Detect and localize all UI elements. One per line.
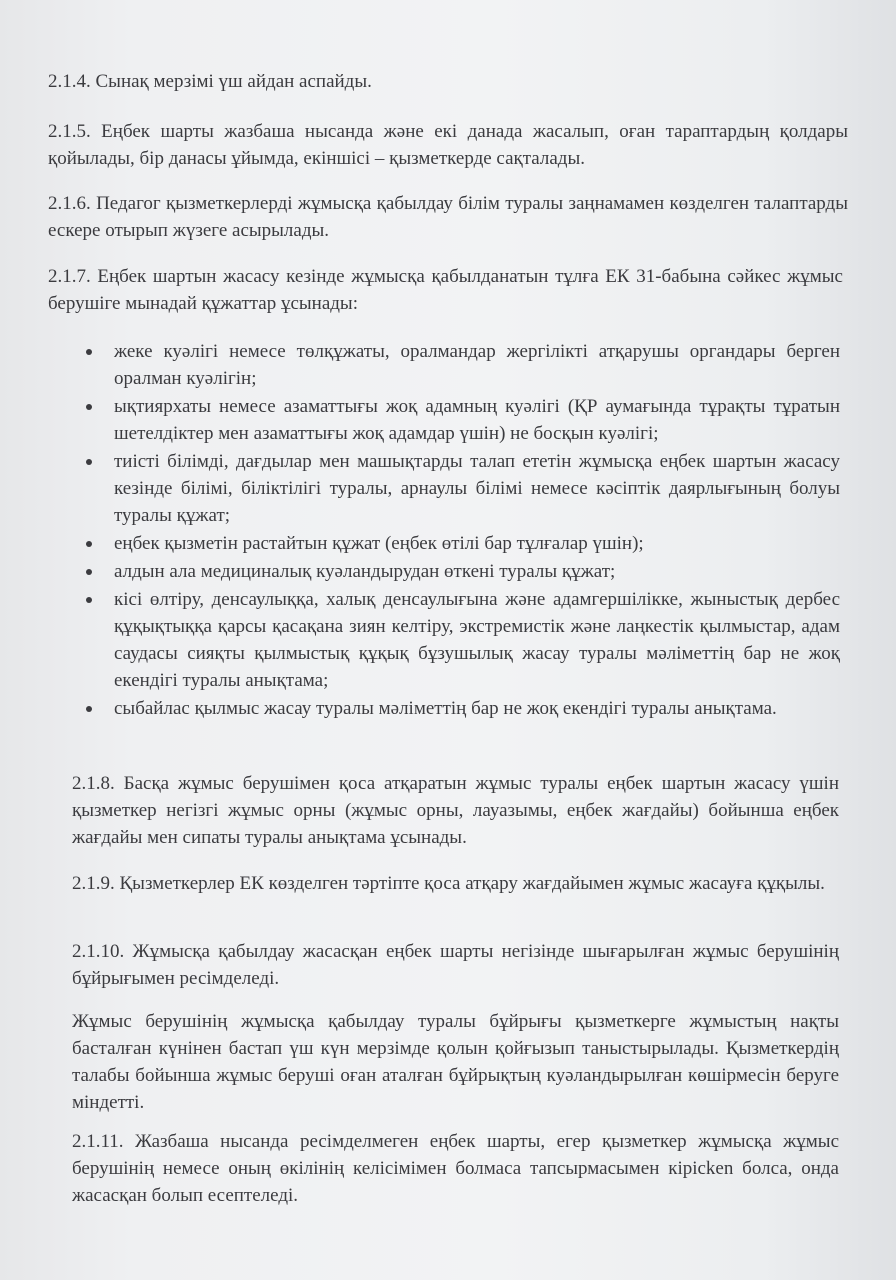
bullet-icon bbox=[86, 706, 92, 712]
bullet-icon bbox=[86, 404, 92, 410]
bullet-icon bbox=[86, 459, 92, 465]
list-item: кісі өлтіру, денсаулыққа, халық денсаулығына және адамгершілікке, жыныстық дербес құқықтыққа қарсы қасақана зиян келтіру, экстремистік және лаңкестік қылмыстар, адам саудасы сияқты қылмыстық құқық бұзушылық жасау туралы мәліметтің бар не жоқ екендігі туралы анықтама; bbox=[86, 586, 840, 694]
paragraph-2-1-5: 2.1.5. Еңбек шарты жазбаша нысанда және екі данада жасалып, оған тараптардың қолдары қойылады, бір данасы ұйымда, екіншісі – қызметкерде сақталады. bbox=[48, 121, 848, 169]
bullet-icon bbox=[86, 541, 92, 547]
paragraph-2-1-11: 2.1.11. Жазбаша нысанда ресімделмеген еңбек шарты, егер қызметкер жұмысқа жұмыс берушінің немесе оның өкілінің келісімімен болмаса тапсырмасымен кірісken болса, онда жасасқан болып есептеледі. bbox=[72, 1131, 839, 1206]
paragraph-2-1-10-continued: Жұмыс берушінің жұмысқа қабылдау туралы бұйрығы қызметкерге жұмыстың нақты басталған күнінен бастап үш күн мерзімде қолын қойғызып таныстырылады. Қызметкердің талабы бойынша жұмыс беруші оған аталған бұйрықтың куәландырылған көшірмесін беруге міндетті. bbox=[72, 1011, 839, 1113]
required-documents-list bbox=[86, 338, 840, 723]
paragraph-2-1-7: 2.1.7. Еңбек шартын жасасу кезінде жұмысқа қабылданатын тұлға ЕК 31-бабына сәйкес жұмыс берушіге мынадай құжаттар ұсынады: bbox=[48, 266, 843, 314]
list-item: сыбайлас қылмыс жасау туралы мәліметтің бар не жоқ екендігі туралы анықтама. bbox=[86, 695, 840, 722]
list-item: алдын ала медициналық куәландырудан өткені туралы құжат; bbox=[86, 558, 840, 585]
bullet-icon bbox=[86, 349, 92, 355]
paragraph-2-1-6: 2.1.6. Педагог қызметкерлерді жұмысқа қабылдау білім туралы заңнамамен көзделген талаптарды ескере отырып жүзеге асырылады. bbox=[48, 193, 848, 241]
bullet-icon bbox=[86, 569, 92, 575]
list-item: еңбек қызметін растайтын құжат (еңбек өтілі бар тұлғалар үшін); bbox=[86, 530, 840, 557]
paragraph-2-1-8: 2.1.8. Басқа жұмыс берушімен қоса атқаратын жұмыс туралы еңбек шартын жасасу үшін қызметкер негізгі жұмыс орны (жұмыс орны, лауазымы, еңбек жағдайы) бойынша еңбек жағдайы мен сипаты туралы анықтама ұсынады. bbox=[72, 773, 839, 848]
list-item: тиісті білімді, дағдылар мен машықтарды талап ететін жұмысқа еңбек шартын жасасу кезінде білімі, біліктілігі туралы, арнаулы білімі немесе кәсіптік даярлығының болуы туралы құжат; bbox=[86, 448, 840, 529]
paragraph-2-1-4: 2.1.4. Сынақ мерзімі үш айдан аспайды. bbox=[48, 71, 372, 92]
paragraph-2-1-10: 2.1.10. Жұмысқа қабылдау жасасқан еңбек шарты негізінде шығарылған жұмыс берушінің бұйрығымен ресімделеді. bbox=[72, 941, 839, 989]
list-item: жеке куәлігі немесе төлқұжаты, оралмандар жергілікті атқарушы органдары берген оралман куәлігін; bbox=[86, 338, 840, 392]
list-item: ықтиярхаты немесе азаматтығы жоқ адамның куәлігі (ҚР аумағында тұрақты тұратын шетелдіктер мен азаматтығы жоқ адамдар үшін) не босқын куәлігі; bbox=[86, 393, 840, 447]
bullet-icon bbox=[86, 597, 92, 603]
paragraph-2-1-9: 2.1.9. Қызметкерлер ЕК көзделген тәртіпте қоса атқару жағдайымен жұмыс жасауға құқылы. bbox=[72, 873, 825, 894]
